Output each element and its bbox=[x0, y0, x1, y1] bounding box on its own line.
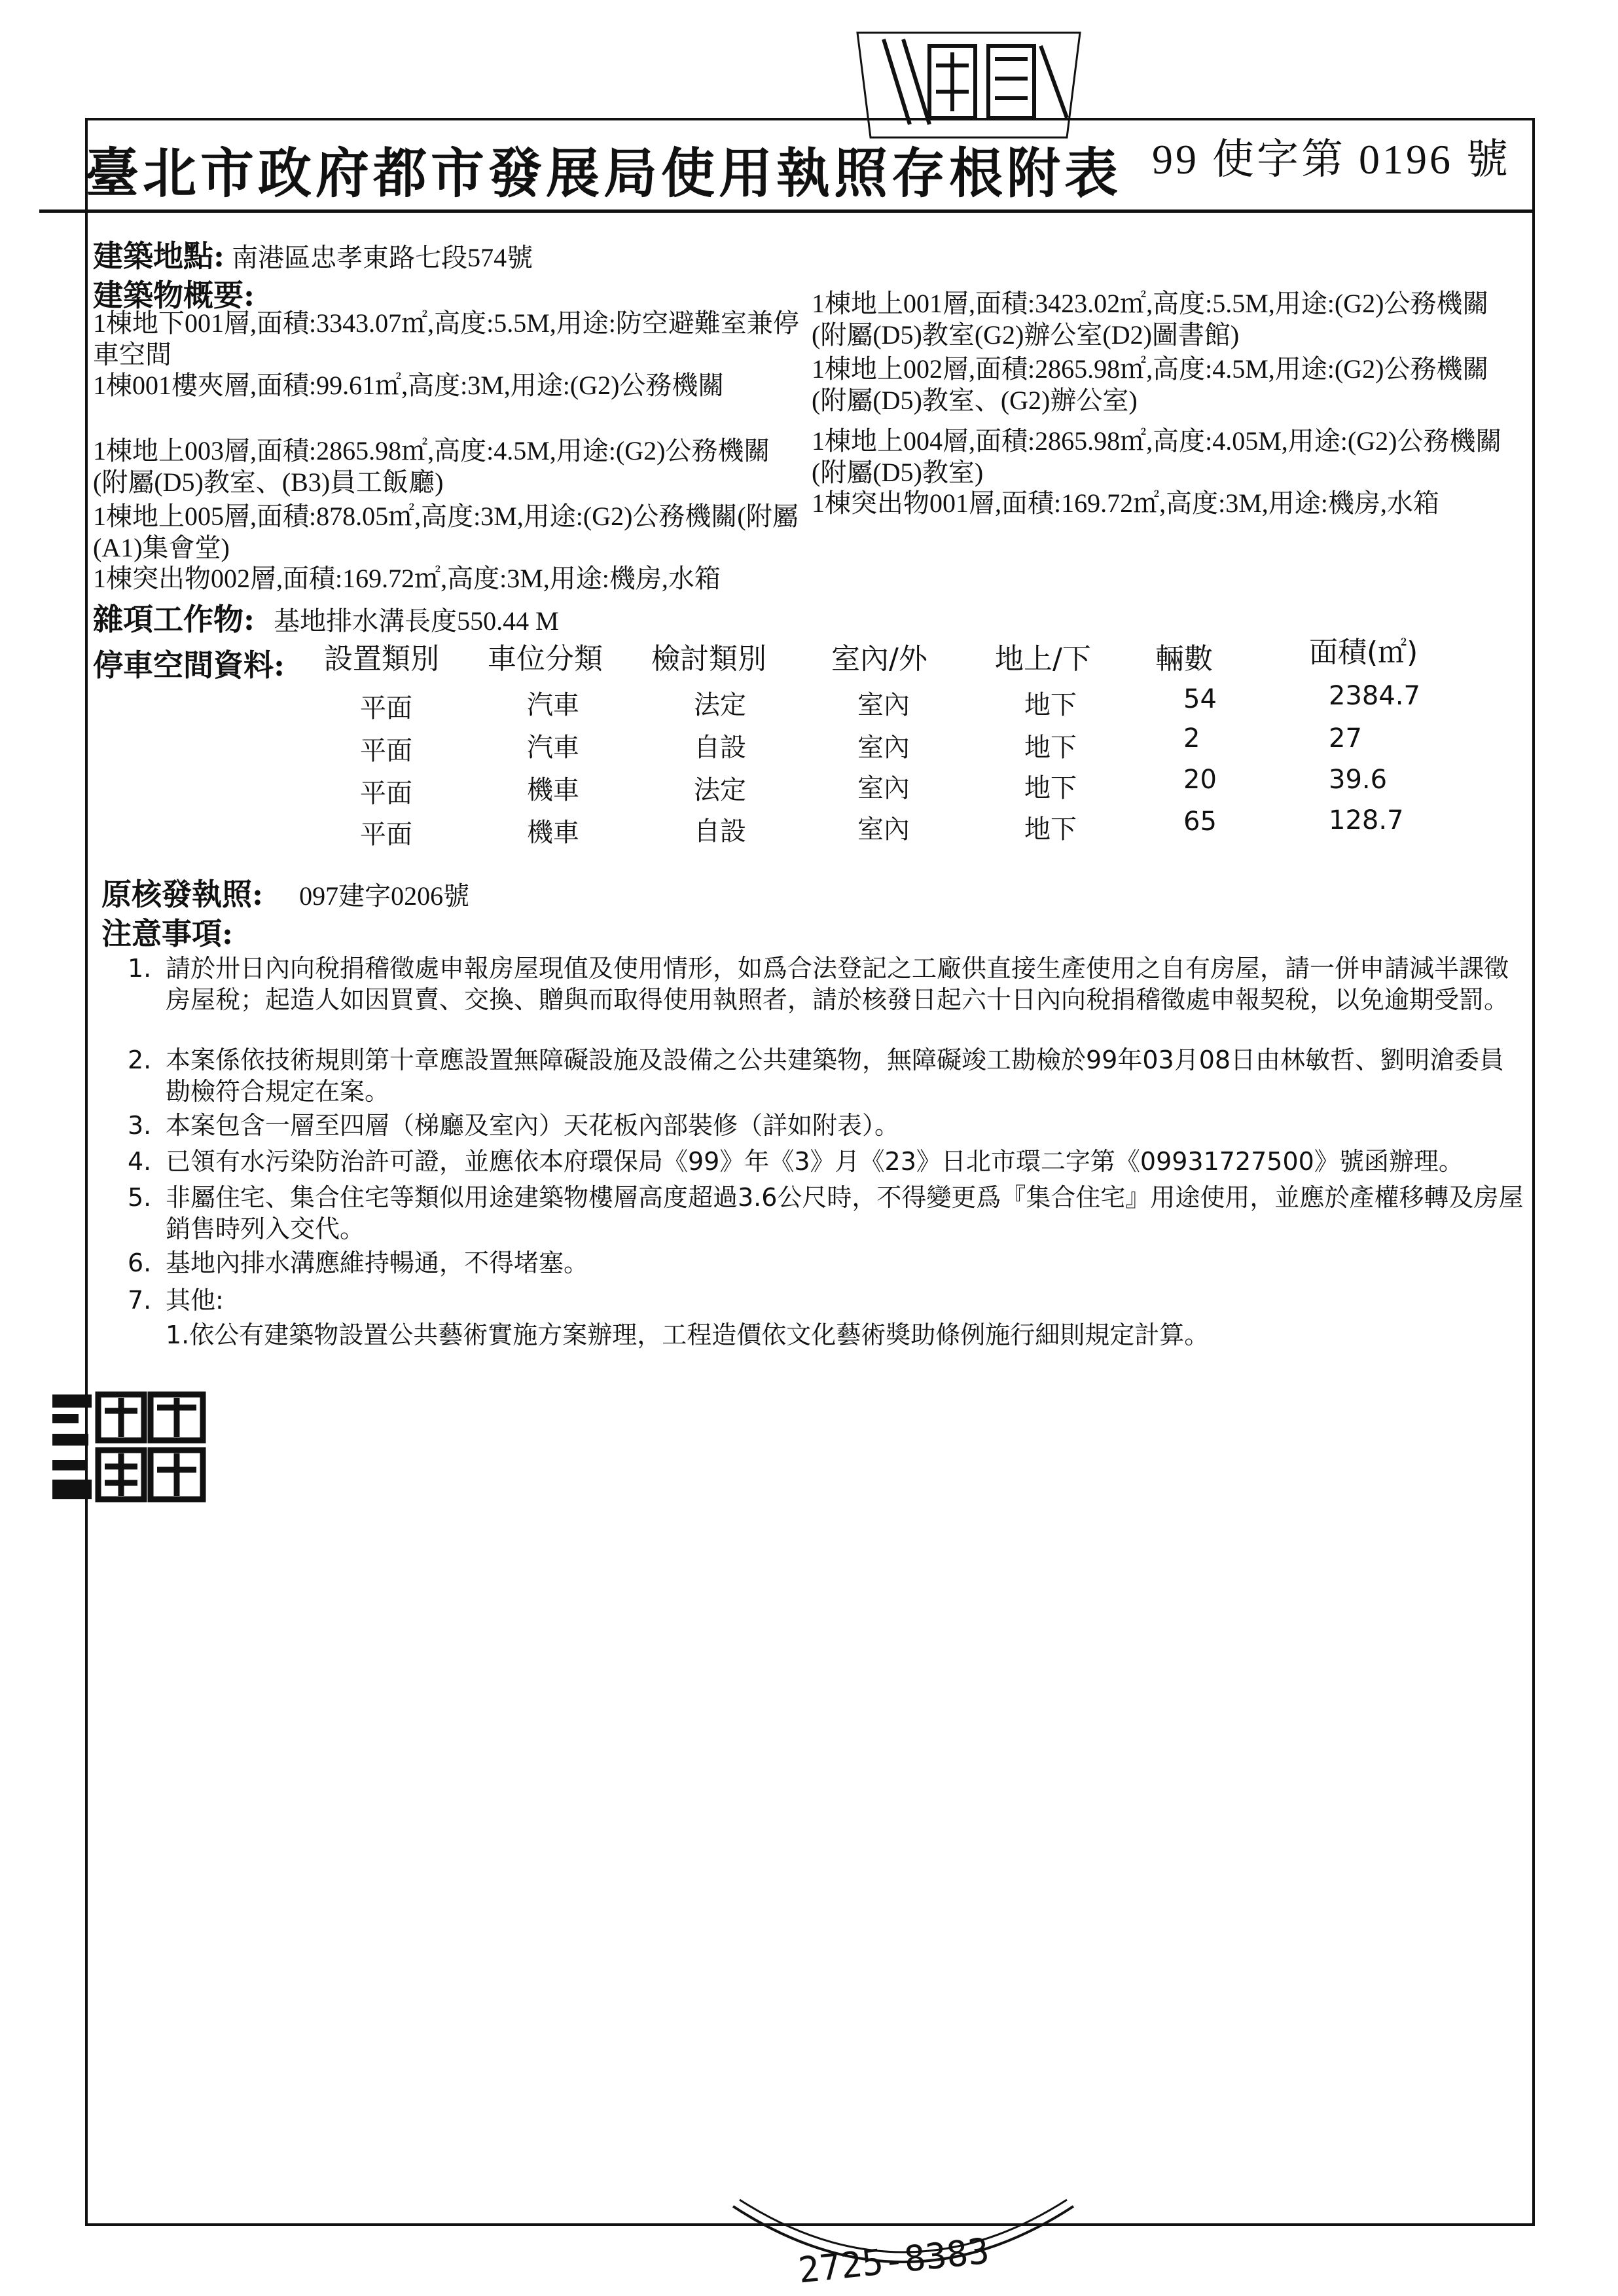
note-item-5 bbox=[128, 1182, 1528, 1245]
parking-header-review: 檢討類別 bbox=[651, 642, 766, 676]
overview-label: 建築物概要: bbox=[93, 278, 255, 313]
table-cell: 機車 bbox=[527, 775, 579, 805]
table-cell: 65 bbox=[1183, 807, 1217, 837]
note-item-7 bbox=[128, 1285, 1528, 1316]
overview-left-4: 1棟地上005層,面積:878.05㎡,高度:3M,用途:(G2)公務機關(附屬(A1)集會堂) bbox=[93, 501, 799, 562]
table-cell: 128.7 bbox=[1329, 805, 1404, 835]
parking-header-indoor: 室內/外 bbox=[831, 642, 927, 676]
original-permit-label: 原核發執照: bbox=[101, 877, 263, 912]
table-cell: 法定 bbox=[694, 690, 746, 720]
title-rule bbox=[39, 210, 1535, 213]
note-item-3 bbox=[128, 1110, 1528, 1141]
table-cell: 室內 bbox=[857, 773, 910, 803]
site-label: 建築地點: bbox=[93, 238, 225, 274]
note-text: 請於卅日內向稅捐稽徵處申報房屋現值及使用情形，如爲合法登記之工廠供直接生產使用之自有房屋，請一併申請減半課徵房屋稅；起造人如因買賣、交換、贈與而取得使用執照者，請於核發日起六十日內向稅捐稽徵處申報契稅，以免逾期受罰。 bbox=[166, 954, 1509, 1014]
permit-number: 99 使字第 0196 號 bbox=[1152, 136, 1511, 183]
table-cell: 平面 bbox=[360, 778, 412, 809]
parking-header-type: 設置類別 bbox=[324, 642, 439, 676]
misc-work-row bbox=[93, 596, 559, 639]
table-cell: 地下 bbox=[1024, 773, 1077, 803]
table-cell: 27 bbox=[1329, 723, 1362, 754]
parking-header-area: 面積(㎡) bbox=[1309, 636, 1418, 669]
note-sub-item: 1.依公有建築物設置公共藝術實施方案辦理，工程造價依文化藝術獎助條例施行細則規定計算。 bbox=[166, 1321, 1210, 1349]
table-cell: 2 bbox=[1183, 723, 1200, 754]
parking-header-vehicle: 車位分類 bbox=[488, 642, 603, 676]
table-cell: 地下 bbox=[1024, 733, 1077, 763]
original-permit-row bbox=[101, 871, 469, 914]
overview-left-2: 1棟001樓夾層,面積:99.61㎡,高度:3M,用途:(G2)公務機關 bbox=[93, 371, 725, 400]
parking-header-level: 地上/下 bbox=[995, 642, 1091, 676]
note-item-4 bbox=[128, 1146, 1528, 1177]
overview-right-2: 1棟地上002層,面積:2865.98㎡,高度:4.5M,用途:(G2)公務機關(附屬(D5)教室、(G2)辦公室) bbox=[812, 354, 1489, 415]
overview-left-3: 1棟地上003層,面積:2865.98㎡,高度:4.5M,用途:(G2)公務機關(附屬(D5)教室、(B3)員工飯廳) bbox=[93, 436, 770, 497]
note-item-2 bbox=[128, 1044, 1528, 1107]
document-title: 臺北市政府都市發展局使用執照存根附表 bbox=[85, 142, 1123, 205]
table-cell: 室內 bbox=[857, 733, 910, 763]
parking-header-count: 輛數 bbox=[1155, 642, 1213, 676]
overview-right-4: 1棟突出物001層,面積:169.72㎡,高度:3M,用途:機房,水箱 bbox=[812, 488, 1439, 518]
note-text: 基地內排水溝應維持暢通，不得堵塞。 bbox=[166, 1248, 589, 1277]
misc-work-value: 基地排水溝長度550.44 M bbox=[274, 606, 559, 636]
note-text: 已領有水污染防治許可證，並應依本府環保局《99》年《3》月《23》日北市環二字第《09931727500》號函辦理。 bbox=[166, 1147, 1464, 1176]
parking-label: 停車空間資料: bbox=[93, 647, 285, 683]
note-item-6 bbox=[128, 1247, 1528, 1279]
site-row bbox=[93, 232, 533, 276]
note-text: 本案係依技術規則第十章應設置無障礙設施及設備之公共建築物，無障礙竣工勘檢於99年03月08日由林敏哲、劉明滄委員勘檢符合規定在案。 bbox=[166, 1046, 1505, 1106]
original-permit-value: 097建字0206號 bbox=[299, 881, 470, 911]
notes-label: 注意事項: bbox=[101, 916, 233, 951]
note-text: 其他: bbox=[166, 1286, 224, 1315]
note-number: 1. bbox=[128, 954, 152, 983]
overview-right-1: 1棟地上001層,面積:3423.02㎡,高度:5.5M,用途:(G2)公務機關(附屬(D5)教室(G2)辦公室(D2)圖書館) bbox=[812, 289, 1489, 350]
misc-work-label: 雜項工作物: bbox=[93, 602, 255, 637]
table-cell: 自設 bbox=[694, 733, 746, 763]
table-cell: 法定 bbox=[694, 775, 746, 805]
table-cell: 機車 bbox=[527, 818, 579, 848]
note-number: 3. bbox=[128, 1111, 152, 1140]
site-value: 南港區忠孝東路七段574號 bbox=[232, 243, 533, 272]
note-text: 非屬住宅、集合住宅等類似用途建築物樓層高度超過3.6公尺時，不得變更爲『集合住宅』用途使用，並應於產權移轉及房屋銷售時列入交代。 bbox=[166, 1183, 1524, 1243]
overview-right-3: 1棟地上004層,面積:2865.98㎡,高度:4.05M,用途:(G2)公務機關(附屬(D5)教室) bbox=[812, 426, 1502, 487]
note-number: 6. bbox=[128, 1248, 152, 1277]
table-cell: 平面 bbox=[360, 693, 412, 723]
table-cell: 室內 bbox=[857, 690, 910, 720]
table-cell: 地下 bbox=[1024, 814, 1077, 845]
table-cell: 20 bbox=[1183, 765, 1217, 795]
bottom-phone-stamp bbox=[720, 2193, 1087, 2291]
note-number: 7. bbox=[128, 1286, 152, 1315]
overview-left-1: 1棟地下001層,面積:3343.07㎡,高度:5.5M,用途:防空避難室兼停車空間 bbox=[93, 308, 799, 369]
bottom-stamp-text: 2725-8383 bbox=[796, 2230, 992, 2291]
note-number: 2. bbox=[128, 1046, 152, 1074]
table-cell: 2384.7 bbox=[1329, 681, 1420, 711]
table-cell: 平面 bbox=[360, 820, 412, 850]
overview-left-5: 1棟突出物002層,面積:169.72㎡,高度:3M,用途:機房,水箱 bbox=[93, 564, 721, 593]
note-number: 5. bbox=[128, 1183, 152, 1212]
table-cell: 平面 bbox=[360, 736, 412, 766]
table-cell: 室內 bbox=[857, 814, 910, 845]
table-cell: 汽車 bbox=[527, 733, 579, 763]
table-cell: 汽車 bbox=[527, 690, 579, 720]
note-item-1 bbox=[128, 953, 1528, 1015]
note-text: 本案包含一層至四層（梯廳及室內）天花板內部裝修（詳如附表）。 bbox=[166, 1111, 900, 1140]
table-cell: 39.6 bbox=[1329, 765, 1388, 795]
table-cell: 54 bbox=[1183, 684, 1217, 714]
table-cell: 自設 bbox=[694, 816, 746, 847]
official-seal-stamp bbox=[52, 1388, 209, 1506]
note-number: 4. bbox=[128, 1147, 152, 1176]
table-cell: 地下 bbox=[1024, 690, 1077, 720]
